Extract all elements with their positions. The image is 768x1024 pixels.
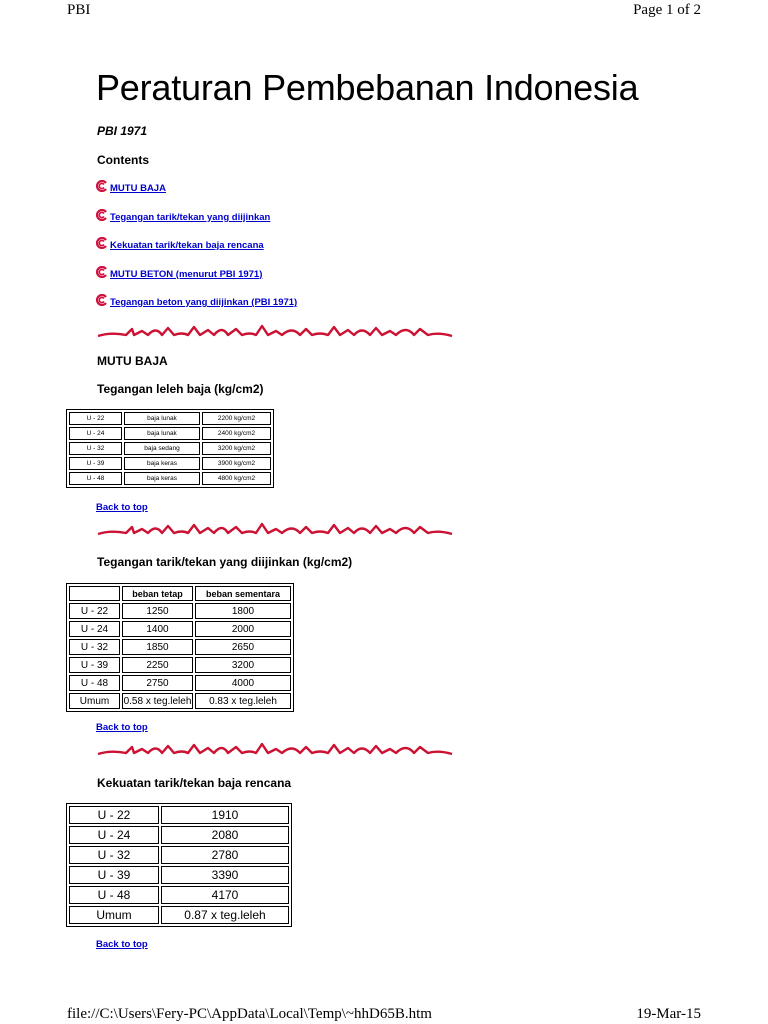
table-cell: 1400 — [122, 621, 193, 637]
table-cell: 2780 — [161, 846, 289, 864]
table-cell: U - 39 — [69, 657, 120, 673]
table-row — [69, 806, 289, 824]
toc-link-mutu-baja[interactable]: MUTU BAJA — [110, 183, 166, 194]
table-of-contents — [96, 180, 297, 323]
table-header-cell: beban tetap — [122, 586, 193, 601]
table-cell: U - 48 — [69, 472, 122, 485]
back-to-top-container — [96, 934, 148, 952]
table-row — [69, 657, 291, 673]
toc-item — [96, 294, 297, 323]
table-cell: Umum — [69, 693, 120, 709]
table-row — [69, 886, 289, 904]
back-to-top-container — [96, 497, 148, 515]
table-row — [69, 866, 289, 884]
table-cell: 2400 kg/cm2 — [202, 427, 271, 440]
table-cell: 1910 — [161, 806, 289, 824]
table-row — [69, 906, 289, 924]
table-cell: 0.58 x teg.leleh — [122, 693, 193, 709]
swirl-bullet-icon — [96, 294, 108, 306]
table-cell: 2000 — [195, 621, 291, 637]
table-row — [69, 675, 291, 691]
table-cell: 1800 — [195, 603, 291, 619]
table-row — [69, 693, 291, 709]
table-cell: 2250 — [122, 657, 193, 673]
table-row — [69, 472, 271, 485]
back-to-top-link[interactable]: Back to top — [96, 502, 148, 513]
toc-item — [96, 266, 297, 295]
table-header-row — [69, 586, 291, 601]
table-cell: 3200 — [195, 657, 291, 673]
table-cell: 3390 — [161, 866, 289, 884]
table-cell: U - 32 — [69, 442, 122, 455]
header-page-number: Page 1 of 2 — [633, 2, 701, 18]
footer-date: 19-Mar-15 — [636, 1006, 701, 1022]
table-cell: 2200 kg/cm2 — [202, 412, 271, 425]
toc-link-tegangan-beton[interactable]: Tegangan beton yang diijinkan (PBI 1971) — [110, 297, 298, 308]
toc-link-kekuatan-tarik[interactable]: Kekuatan tarik/tekan baja rencana — [110, 240, 264, 251]
table-row — [69, 639, 291, 655]
swirl-bullet-icon — [96, 237, 108, 249]
table-cell: U - 24 — [69, 427, 122, 440]
ornamental-divider — [96, 323, 456, 341]
table-tegangan-leleh — [66, 409, 274, 488]
table-row — [69, 826, 289, 844]
table-cell: baja keras — [124, 457, 200, 470]
swirl-bullet-icon — [96, 209, 108, 221]
table-cell: U - 39 — [69, 866, 159, 884]
section-title-mutu-baja: MUTU BAJA — [97, 354, 168, 368]
back-to-top-container — [96, 717, 148, 735]
table-cell: U - 22 — [69, 412, 122, 425]
table-cell: 4170 — [161, 886, 289, 904]
table-row — [69, 427, 271, 440]
back-to-top-link[interactable]: Back to top — [96, 722, 148, 733]
table-cell: 4000 — [195, 675, 291, 691]
table-cell: 4800 kg/cm2 — [202, 472, 271, 485]
toc-item — [96, 209, 297, 238]
table-cell: baja lunak — [124, 427, 200, 440]
table-cell: 2650 — [195, 639, 291, 655]
toc-link-tegangan-tarik[interactable]: Tegangan tarik/tekan yang diijinkan — [110, 211, 271, 223]
contents-label: Contents — [97, 153, 149, 167]
section-subtitle-tegangan-tarik: Tegangan tarik/tekan yang diijinkan (kg/cm2) — [97, 555, 353, 569]
table-cell: U - 39 — [69, 457, 122, 470]
page-subtitle: PBI 1971 — [97, 124, 148, 138]
section-subtitle-kekuatan-tarik: Kekuatan tarik/tekan baja rencana — [97, 776, 292, 790]
table-cell: baja keras — [124, 472, 200, 485]
table-cell: Umum — [69, 906, 159, 924]
toc-link-mutu-beton[interactable]: MUTU BETON (menurut PBI 1971) — [110, 268, 263, 280]
table-tegangan-tarik — [66, 583, 294, 712]
table-header-cell: beban sementara — [195, 586, 291, 601]
toc-item — [96, 237, 297, 266]
table-cell: baja lunak — [124, 412, 200, 425]
table-cell: 1250 — [122, 603, 193, 619]
table-cell: 2750 — [122, 675, 193, 691]
header-left: PBI — [67, 2, 91, 18]
table-row — [69, 846, 289, 864]
table-cell: U - 24 — [69, 826, 159, 844]
table-cell: U - 22 — [69, 806, 159, 824]
back-to-top-link[interactable]: Back to top — [96, 939, 148, 950]
table-cell: U - 32 — [69, 846, 159, 864]
table-header-cell — [69, 586, 120, 601]
ornamental-divider — [96, 741, 456, 759]
table-cell: 2080 — [161, 826, 289, 844]
swirl-bullet-icon — [96, 180, 108, 192]
table-row — [69, 412, 271, 425]
section-subtitle-tegangan-leleh: Tegangan leleh baja (kg/cm2) — [97, 382, 264, 396]
swirl-bullet-icon — [96, 266, 108, 278]
ornamental-divider — [96, 521, 456, 539]
table-cell: baja sedang — [124, 442, 200, 455]
table-cell: 1850 — [122, 639, 193, 655]
table-cell: U - 22 — [69, 603, 120, 619]
table-kekuatan-tarik — [66, 803, 292, 927]
table-cell: 3900 kg/cm2 — [202, 457, 271, 470]
table-row — [69, 603, 291, 619]
table-cell: 0.83 x teg.leleh — [195, 693, 291, 709]
table-cell: U - 48 — [69, 675, 120, 691]
table-cell: U - 24 — [69, 621, 120, 637]
table-row — [69, 442, 271, 455]
table-row — [69, 621, 291, 637]
table-cell: 3200 kg/cm2 — [202, 442, 271, 455]
table-cell: U - 32 — [69, 639, 120, 655]
footer-file-path: file://C:\Users\Fery-PC\AppData\Local\Temp\~hhD65B.htm — [67, 1006, 432, 1022]
page-title: Peraturan Pembebanan Indonesia — [96, 67, 639, 108]
table-cell: 0.87 x teg.leleh — [161, 906, 289, 924]
table-cell: U - 48 — [69, 886, 159, 904]
table-row — [69, 457, 271, 470]
toc-item — [96, 180, 297, 209]
